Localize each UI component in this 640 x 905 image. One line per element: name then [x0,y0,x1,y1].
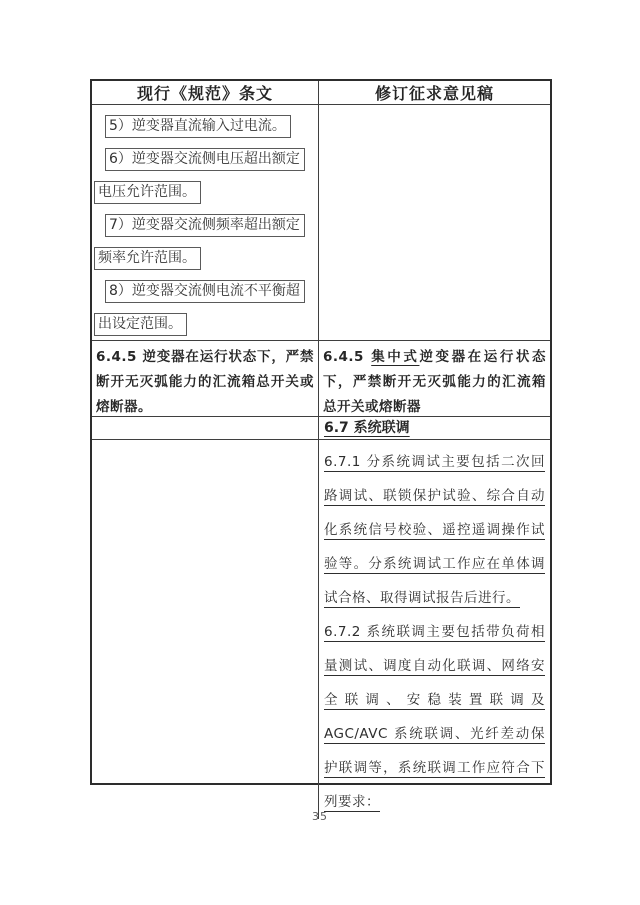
section-6-7-title: 6.7 系统联调 [324,420,410,436]
boxed-clause-line [105,209,316,242]
row-clauses-6-7-x [92,440,550,819]
boxed-clause-line [94,308,316,340]
empty-cell [92,440,319,819]
boxed-clause-line [105,275,316,308]
boxed-clause-text: 6）逆变器交流侧电压超出额定 [105,148,305,171]
page-number: 35 [312,810,328,823]
clause-6-4-5-right-text [319,341,550,416]
boxed-clause-line [105,143,316,176]
boxed-clause-text: 频率允许范围。 [94,247,201,270]
boxed-clause-text: 电压允许范围。 [94,181,201,204]
boxed-clause-text: 7）逆变器交流侧频率超出额定 [105,214,305,237]
boxed-clause-line [105,110,316,143]
header-cell-revision-draft: 修订征求意见稿 [374,84,494,103]
clause-6-7-2-text: 6.7.2 系统联调主要包括带负荷相量测试、调度自动化联调、网络安全联调、安稳装置联调及 AGC/AVC 系统联调、光纤差动保护联调等，系统联调工作应符合下列要求： [324,624,545,810]
clause-body-text: 逆变器在运行状态下，严禁断开无灭弧能力的汇流箱总开关或熔断器 [323,349,546,415]
deleted-items-cell [92,105,319,340]
boxed-clause-line [94,176,316,209]
underlined-inserted-term: 集中式 [371,349,420,365]
row-deleted-items [92,105,550,341]
row-clause-6-4-5 [92,341,550,417]
boxed-clause-text: 出设定范围。 [94,313,187,336]
boxed-clause-text: 8）逆变器交流侧电流不平衡超 [105,280,305,303]
empty-cell [319,105,550,340]
boxed-clause-line [94,242,316,275]
clause-number: 6.4.5 [323,349,372,365]
boxed-clause-text: 5）逆变器直流输入过电流。 [105,115,291,138]
table-header-row [92,81,550,105]
section-6-7-title-cell [319,417,550,439]
row-section-6-7 [92,417,550,440]
clause-6-7-1-text: 6.7.1 分系统调试主要包括二次回路调试、联锁保护试验、综合自动化系统信号校验、遥控遥调操作试验等。分系统调试工作应在单体调试合格、取得调试报告后进行。 [324,454,545,606]
header-cell-current-spec: 现行《规范》条文 [92,81,319,104]
clauses-6-7-x-cell [319,440,550,819]
empty-cell [92,417,319,439]
clause-6-4-5-left-text: 6.4.5 逆变器在运行状态下，严禁断开无灭弧能力的汇流箱总开关或熔断器。 [92,341,319,416]
comparison-table [90,79,552,810]
